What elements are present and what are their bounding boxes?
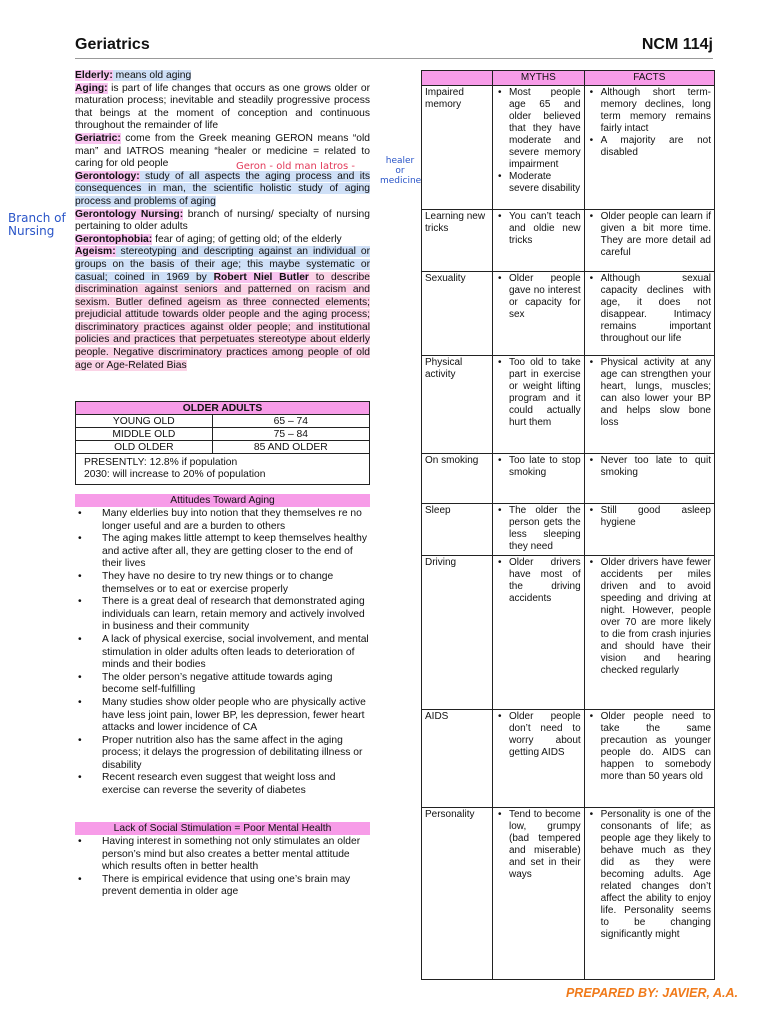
age-range: 65 – 74 <box>212 415 369 428</box>
age-range: 85 AND OLDER <box>212 441 369 454</box>
table-row <box>422 272 715 356</box>
table-row <box>76 428 370 441</box>
definition-gerontophobia <box>75 234 370 247</box>
myths-cell <box>493 272 585 356</box>
topic-cell: Personality <box>422 808 493 980</box>
term-label: Geriatric: <box>75 132 121 144</box>
myth-item: • Older drivers have most of the driving accidents <box>496 557 581 605</box>
myths-cell <box>493 504 585 556</box>
table-row <box>422 210 715 272</box>
list-item: • Recent research even suggest that weight loss and exercise can reverse the severity of diabetes <box>75 772 370 797</box>
age-group-label: MIDDLE OLD <box>76 428 213 441</box>
myth-item: • Too old to take part in exercise or weight lifting program and it could actually hurt them <box>496 357 581 429</box>
facts-cell <box>584 210 714 272</box>
handwritten-note-geron: Geron - old man Iatros - <box>236 161 356 172</box>
list-item: • There is empirical evidence that using one’s brain may prevent dementia in older age <box>75 874 370 899</box>
fact-item: • Although sexual capacity declines with age, it does not disappear. Intimacy remains important throughout our life <box>588 273 711 345</box>
fact-item: • Still good asleep hygiene <box>588 505 711 529</box>
myth-item: • Tend to become low, grumpy (bad tempered and miserable) and set in their ways <box>496 809 581 881</box>
facts-header: FACTS <box>584 71 714 86</box>
course-code: NCM 114j <box>641 36 713 53</box>
term-label: Gerontology: <box>75 170 140 182</box>
attitudes-list <box>75 508 370 798</box>
list-item: • The older person’s negative attitude towards aging become self-fulfilling <box>75 672 370 697</box>
age-group-label: YOUNG OLD <box>76 415 213 428</box>
myth-item: • Older people don’t need to worry about getting AIDS <box>496 711 581 759</box>
myths-facts-table <box>421 70 715 980</box>
topic-cell: Physical activity <box>422 356 493 454</box>
myth-item: • Most people age 65 and older believed that they have moderate and severe memory impairment <box>496 87 581 171</box>
myth-item: • Older people gave no interest or capacity for sex <box>496 273 581 321</box>
list-item: • Having interest in something not only stimulates an older person’s mind but also creates a better mental attitude which results often in better health <box>75 836 370 874</box>
table-row <box>422 504 715 556</box>
fact-item: • Older people can learn if given a bit more time. They are more detail ad careful <box>588 211 711 259</box>
term-label: Gerontology Nursing: <box>75 208 184 220</box>
myths-cell <box>493 710 585 808</box>
age-group-label: OLD OLDER <box>76 441 213 454</box>
ageism-person: Robert Niel Butler <box>213 271 309 283</box>
fact-item: • Never too late to quit smoking <box>588 455 711 479</box>
definition-text: come from the Greek meaning GERON means “old man” and IATROS meaning “healer or medicine = related to caring for old people <box>75 132 370 170</box>
definition-text: study of all aspects the aging process and its consequences in man, the scientific holistic study of aging process and problems of aging <box>75 170 370 207</box>
definition-text: means old aging <box>112 70 192 81</box>
facts-cell <box>584 356 714 454</box>
myth-item: • Moderate severe disability <box>496 171 581 195</box>
myth-item: • The older the person gets the less sleeping they need <box>496 505 581 553</box>
myth-item: • You can’t teach and oldie new tricks <box>496 211 581 247</box>
older-adults-table <box>75 401 370 485</box>
definition-gerontology <box>75 171 370 209</box>
topic-cell: Learning new tricks <box>422 210 493 272</box>
definition-text: stereotyping and descripting against an individual or groups on the basis of their age; this maybe systematic or casual; coined in 1969 by <box>75 246 370 283</box>
list-item: • Proper nutrition also has the same affect in the aging process; it delays the progression of debilitating illness or disability <box>75 735 370 773</box>
topic-cell: Impaired memory <box>422 86 493 210</box>
myth-item: • Too late to stop smoking <box>496 455 581 479</box>
topic-cell: Sexuality <box>422 272 493 356</box>
myths-cell <box>493 556 585 710</box>
term-label: Ageism: <box>75 246 116 258</box>
list-item: • A lack of physical exercise, social involvement, and mental stimulation in older adults often leads to deterioration of minds and their bodies <box>75 634 370 672</box>
topic-cell: Driving <box>422 556 493 710</box>
definitions-section <box>75 70 370 372</box>
facts-cell <box>584 556 714 710</box>
list-item: • They have no desire to try new things or to change themselves or to eat or exercise properly <box>75 571 370 596</box>
facts-cell <box>584 808 714 980</box>
topic-cell: Sleep <box>422 504 493 556</box>
list-item: • Many studies show older people who are physically active have less joint pain, lower BP, les depression, fewer heart attacks and lower incidence of CA <box>75 697 370 735</box>
table-row <box>76 415 370 428</box>
population-note <box>76 454 370 485</box>
social-list <box>75 836 370 899</box>
table-row <box>422 710 715 808</box>
fact-item: • Personality is one of the consonants of life; as people age they likely to behave much as they did as they were becoming adults. Age related changes don’t affect the ability to enjoy life. Personality seems to be changing significantly might <box>588 809 711 941</box>
list-item: • Many elderlies buy into notion that they themselves re no longer useful and are a burden to others <box>75 508 370 533</box>
page-title: Geriatrics <box>75 36 150 53</box>
age-range: 75 – 84 <box>212 428 369 441</box>
table-row <box>422 556 715 710</box>
definition-aging <box>75 83 370 133</box>
fact-item: • Older drivers have fewer accidents per miles driven and to avoid speeding and driving at night. However, people over 70 are more likely to die from crash injuries and should have their vision and hearing checked regularly <box>588 557 711 677</box>
myths-cell <box>493 210 585 272</box>
attitudes-heading: Attitudes Toward Aging <box>75 494 370 507</box>
facts-cell <box>584 86 714 210</box>
older-adults-title: OLDER ADULTS <box>76 402 370 415</box>
table-row <box>76 454 370 485</box>
fact-item: • Physical activity at any age can strengthen your heart, lungs, muscles; can also lower your BP and helps slow bone loss <box>588 357 711 429</box>
fact-item: • Older people need to take the same precaution as younger people do. AIDS can happen to somebody more than 50 years old <box>588 711 711 783</box>
page-header <box>75 30 713 59</box>
table-row <box>422 454 715 504</box>
fact-item: • Although short term-memory declines, long term memory remains fairly intact <box>588 87 711 135</box>
facts-cell <box>584 710 714 808</box>
definition-text: is part of life changes that occurs as one grows older or maturation process; inevitable and steadily progressive process that beings at the moment of conception and continuous throughout the remainder of life <box>75 82 370 132</box>
definition-text: fear of aging; of getting old; of the elderly <box>152 233 342 245</box>
definition-gerontology-nursing <box>75 209 370 234</box>
table-row <box>76 441 370 454</box>
population-2030: 2030: will increase to 20% of population <box>84 469 266 480</box>
topic-header <box>422 71 493 86</box>
myths-cell <box>493 454 585 504</box>
handwritten-note-healer: healer or medicine <box>380 156 422 186</box>
prepared-by: PREPARED BY: JAVIER, A.A. <box>565 986 738 1000</box>
social-heading: Lack of Social Stimulation = Poor Mental Health <box>75 822 370 835</box>
facts-cell <box>584 504 714 556</box>
term-label: Elderly: <box>75 70 113 81</box>
term-label: Gerontophobia: <box>75 233 153 245</box>
handwritten-note-branch: Branch of Nursing <box>8 211 66 238</box>
table-row <box>422 808 715 980</box>
topic-cell: On smoking <box>422 454 493 504</box>
myths-cell <box>493 86 585 210</box>
myths-header: MYTHS <box>493 71 585 86</box>
definition-ageism <box>75 246 370 372</box>
list-item: • The aging makes little attempt to keep themselves healthy and active after all, they are getting closer to the end of their lives <box>75 533 370 571</box>
list-item: • There is a great deal of research that demonstrated aging individuals can learn, retain memory and actively involved in business and their community <box>75 596 370 634</box>
term-label: Aging: <box>75 82 108 94</box>
table-row <box>422 86 715 210</box>
myths-cell <box>493 808 585 980</box>
definition-text: branch of nursing/ specialty of nursing pertaining to older adults <box>75 208 370 233</box>
topic-cell: AIDS <box>422 710 493 808</box>
fact-item: • A majority are not disabled <box>588 135 711 159</box>
definition-text: to describe discrimination against seniors and patterned on racism and sexism. Butler defined ageism as three connected elements; prejudicial attitude towards older people and the aging process; discriminatory practices against older people; and institutional policies and practices that perpetuates stereotype about elderly people. Negative discriminatory practices among people of old age or Age-Related Bias <box>75 271 370 371</box>
myths-facts-body <box>422 86 715 980</box>
facts-cell <box>584 454 714 504</box>
table-row <box>422 356 715 454</box>
myths-cell <box>493 356 585 454</box>
definition-elderly <box>75 70 370 83</box>
facts-cell <box>584 272 714 356</box>
population-present: PRESENTLY: 12.8% if population <box>84 457 238 468</box>
